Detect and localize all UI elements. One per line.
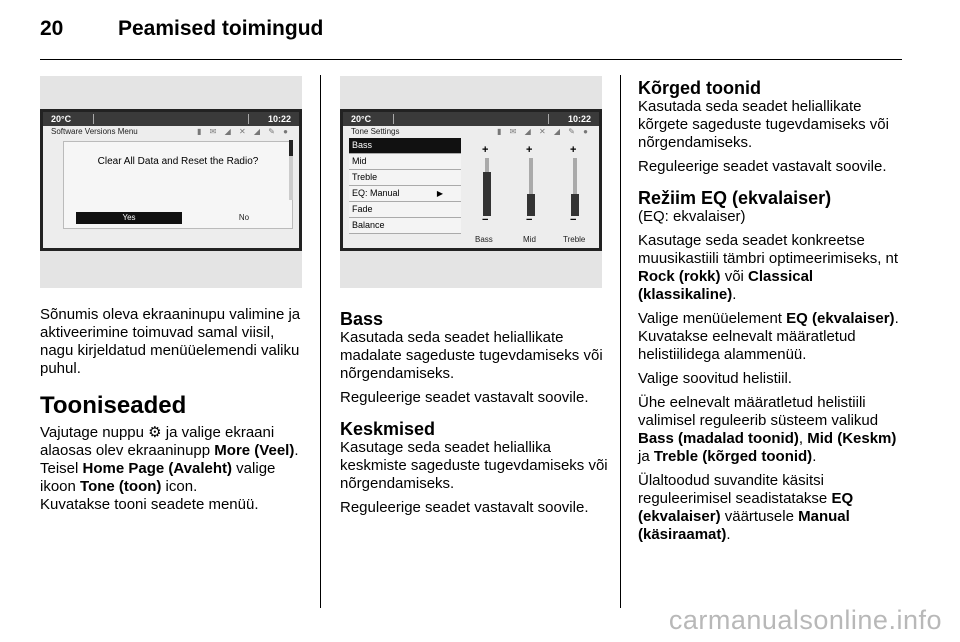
column-divider-1 xyxy=(320,75,321,608)
slider-label-bass: Bass xyxy=(475,235,493,244)
mid-slider[interactable]: + − xyxy=(523,148,539,226)
page-title: Peamised toimingud xyxy=(118,17,324,40)
menu-item-mid[interactable]: Mid xyxy=(349,154,461,170)
eq-paragraph-1: Kasutage seda seadet konkreetse muusikastiili tämbri optimeerimiseks, nt Rock (rokk) või Classical (klassikaline). xyxy=(638,232,899,303)
eq-paragraph-2: Valige menüüelement EQ (ekvalaiser). Kuvatakse eelnevalt määratletud helistiilidega alammenüü. xyxy=(638,310,899,363)
heading-treble: Kõrged toonid xyxy=(638,78,761,98)
bass-adjust: Reguleerige seadet vastavalt soovile. xyxy=(340,389,589,406)
menu-title: Tone Settings xyxy=(351,127,400,136)
heading-eq: Režiim EQ (ekvalaiser) xyxy=(638,188,832,208)
column-1 xyxy=(40,306,308,520)
yes-button[interactable]: Yes xyxy=(76,212,182,224)
eq-paragraph-5: Ülaltoodud suvandite käsitsi reguleerimisel seadistatakse EQ (ekvalaiser) väärtusele Manual (käsiraamat). xyxy=(638,472,854,543)
settings-icon: ⚙ xyxy=(148,424,162,441)
treble-adjust: Reguleerige seadet vastavalt soovile. xyxy=(638,158,887,175)
menu-item-eq[interactable] xyxy=(349,186,461,202)
section-heading-tone: Tooniseaded xyxy=(40,392,187,419)
arrow-right-icon: ▶ xyxy=(436,189,443,198)
scrollbar[interactable] xyxy=(289,140,293,200)
tone-menu-list xyxy=(349,138,461,234)
menu-item-balance[interactable]: Balance xyxy=(349,218,461,234)
treble-paragraph: Kasutada seda seadet heliallikate kõrgete sageduste tugevdamiseks või nõrgendamiseks. xyxy=(638,98,889,151)
screenshot-reset-dialog xyxy=(40,76,302,288)
slider-label-mid: Mid xyxy=(523,235,536,244)
menu-item-treble[interactable]: Treble xyxy=(349,170,461,186)
header-rule xyxy=(40,59,902,60)
eq-paragraph-3: Valige soovitud helistiil. xyxy=(638,370,792,387)
mid-adjust: Reguleerige seadet vastavalt soovile. xyxy=(340,499,589,516)
menu-title: Software Versions Menu xyxy=(51,127,138,136)
mid-paragraph: Kasutage seda seadet heliallika keskmiste sageduste tugevdamiseks või nõrgendamiseks. xyxy=(340,439,608,492)
column-2 xyxy=(340,309,610,523)
menu-item-fade[interactable]: Fade xyxy=(349,202,461,218)
clock: 10:22 xyxy=(267,114,291,124)
more-button-ref: More (Veel) xyxy=(214,442,295,459)
heading-mid: Keskmised xyxy=(340,419,436,439)
status-bar xyxy=(43,112,299,126)
home-page-ref: Home Page (Avaleht) xyxy=(82,460,233,477)
intro-paragraph: Sõnumis oleva ekraaninupu valimine ja aktiveerimine toimuvad samal viisil, nagu kirjeldatud menüüelemendi valiku puhul. xyxy=(40,306,301,377)
menu-item-bass[interactable]: Bass xyxy=(349,138,461,154)
no-button[interactable]: No xyxy=(238,213,250,222)
tone-paragraph: Vajutage nuppu ⚙ ja valige ekraani alaosas olev ekraaninupp More (Veel). Teisel Home Page (Avaleht) valige ikoon Tone (toon) icon. Kuvatakse tooni seadete menüü. xyxy=(40,424,299,513)
page-number: 20 xyxy=(40,17,64,40)
eq-subtitle: (EQ: ekvalaiser) xyxy=(638,208,746,225)
status-icons: ▮ ✉ ◢ ✕ ◢ ✎ ● xyxy=(497,127,591,136)
temperature: 20°C xyxy=(51,114,72,124)
radio-screen xyxy=(40,109,302,251)
heading-bass: Bass xyxy=(340,309,384,329)
bass-slider[interactable]: + − xyxy=(479,148,495,226)
bass-paragraph: Kasutada seda seadet heliallikate madalate sageduste tugevdamiseks või nõrgendamiseks. xyxy=(340,329,603,382)
column-3 xyxy=(638,78,906,550)
clock: 10:22 xyxy=(567,114,591,124)
status-bar xyxy=(343,112,599,126)
radio-screen xyxy=(340,109,602,251)
reset-dialog xyxy=(63,141,293,229)
tone-icon-ref: Tone (toon) xyxy=(80,478,162,495)
eq-paragraph-4: Ühe eelnevalt määratletud helistiili valimisel reguleerib süsteem valikud Bass (madalad toonid), Mid (Keskm) ja Treble (kõrged toonid). xyxy=(638,394,897,465)
status-icons: ▮ ✉ ◢ ✕ ◢ ✎ ● xyxy=(197,127,291,136)
menu-item-eq-label: EQ: Manual xyxy=(352,188,400,198)
page-header xyxy=(0,0,960,60)
screenshot-tone-settings xyxy=(340,76,602,288)
treble-slider[interactable]: + − xyxy=(567,148,583,226)
dialog-text: Clear All Data and Reset the Radio? xyxy=(97,156,259,167)
column-divider-2 xyxy=(620,75,621,608)
watermark: carmanualsonline.info xyxy=(668,605,942,635)
slider-label-treble: Treble xyxy=(563,235,586,244)
temperature: 20°C xyxy=(351,114,372,124)
